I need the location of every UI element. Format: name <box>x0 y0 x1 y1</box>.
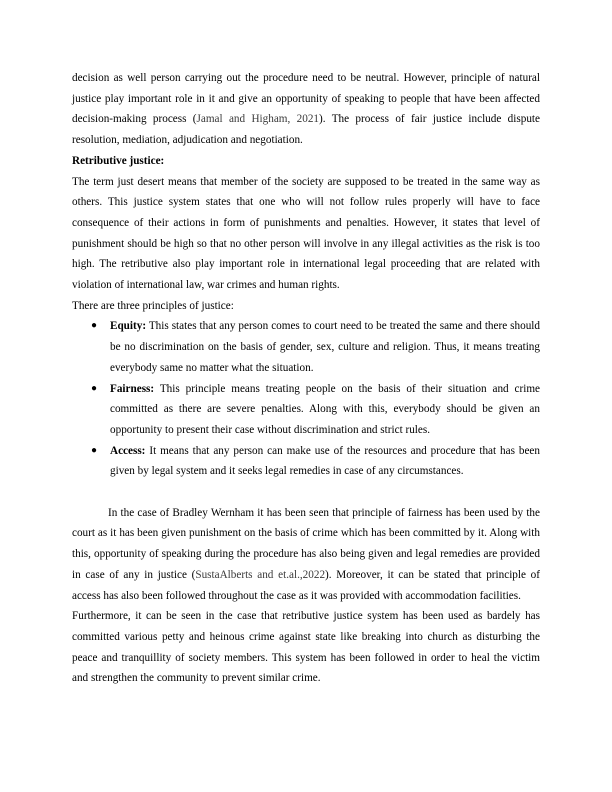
principle-term: Access: <box>110 444 146 457</box>
paragraph-retributive-justice: The term just desert means that member of the society are supposed to be treated in the same way as others. This justice system states that one who will not follow rules properly will have to face consequence of their actions in form of punishments and penalties. However, it states that level of punishment should be high so that no other person will involve in any illegal activities as the risk is too high. The retributive also play important role in international legal proceeding that are related with violation of international law, war crimes and human rights. <box>72 175 540 292</box>
paragraph-retributive-case: Furthermore, it can be seen in the case that retributive justice system has been used as bardely has committed various petty and heinous crime against state like breaking into church as disturbing the peace and tranquillity of society members. This system has been followed in order to heal the victim and strengthen the community to prevent similar crime. <box>72 610 540 685</box>
document-body <box>72 68 540 689</box>
principle-text: This principle means treating people on the basis of their situation and crime committed as there are severe penalties. Along with this, everybody should be given an opportunity to present their case without discrimination and strict rules. <box>110 382 540 436</box>
principle-term: Equity: <box>110 320 147 333</box>
principle-term: Fairness: <box>110 382 155 395</box>
list-item-equity <box>72 316 540 378</box>
list-item-fairness <box>72 379 540 441</box>
principle-text: It means that any person can make use of the resources and procedure that has been given by legal system and it seeks legal remedies in case of any circumstances. <box>110 444 540 478</box>
citation-jamal-higham: Jamal and Higham, 2021 <box>196 113 320 126</box>
principle-text: This states that any person comes to court need to be treated the same and there should be no discrimination on the basis of gender, sex, culture and religion. Thus, it means treating everybody same no matter what the situation. <box>110 320 540 374</box>
paragraph-bradley-wernham-case <box>72 503 540 607</box>
bullet-icon: ● <box>91 320 98 332</box>
blank-line <box>72 482 540 503</box>
principles-intro: There are three principles of justice: <box>72 299 234 312</box>
paragraph-text: In the case of Bradley Wernham it has been seen that principle of fairness has been used by the court as it has been given punishment on the basis of crime which has been committed by it. Along with this, opportunity of speaking during the procedure has also being given and legal remedies are provided in case of any in justice ( <box>72 506 540 581</box>
citation-susta-alberts: SustaAlberts and et.al.,2022 <box>195 568 326 581</box>
paragraph-text: ). The process of fair justice include dispute resolution, mediation, adjudication and negotiation. <box>72 113 540 147</box>
bullet-icon: ● <box>91 444 98 456</box>
paragraph-text: ). Moreover, it can be stated that principle of access has also been followed throughout the case as it was provided with accommodation facilities. <box>72 568 541 602</box>
paragraph-text: decision as well person carrying out the procedure need to be neutral. However, principle of natural justice play important role in it and give an opportunity of speaking to people that have been affected decision-making process ( <box>72 72 540 126</box>
paragraph-natural-justice <box>72 68 540 151</box>
section-heading-retributive-justice: Retributive justice: <box>72 154 165 167</box>
bullet-icon: ● <box>91 382 98 394</box>
principles-list <box>72 316 540 482</box>
list-item-access <box>72 441 540 482</box>
